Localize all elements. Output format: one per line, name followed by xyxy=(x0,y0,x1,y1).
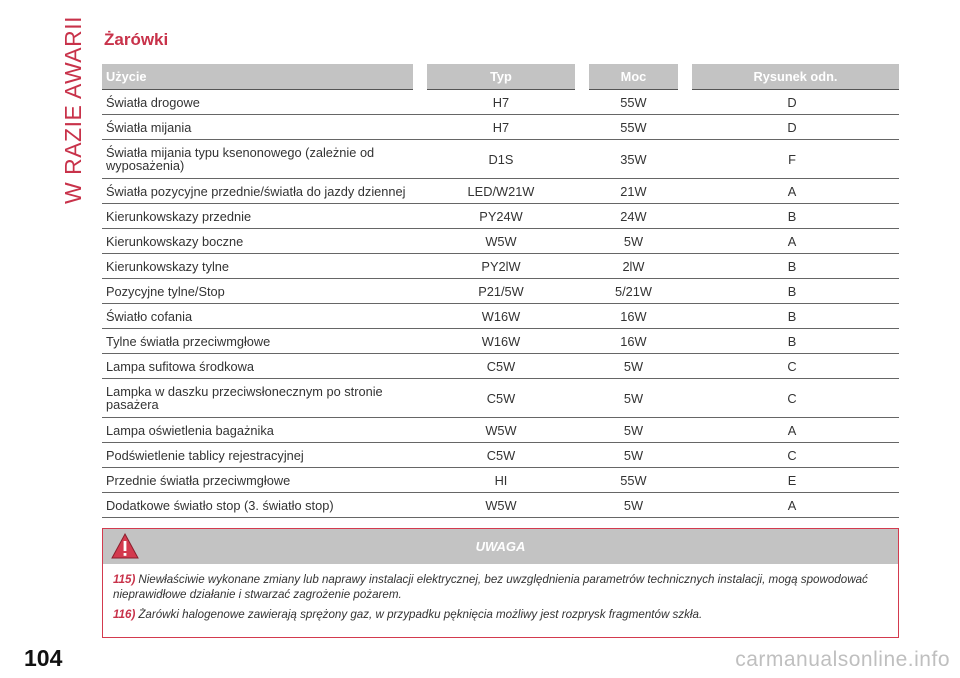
cell-type: H7 xyxy=(420,115,582,140)
table-row xyxy=(102,493,899,518)
cell-usage: Tylne światła przeciwmgłowe xyxy=(102,329,420,354)
table-row xyxy=(102,468,899,493)
cell-figure-ref: A xyxy=(685,418,899,443)
cell-figure-ref: A xyxy=(685,229,899,254)
warning-header xyxy=(103,529,898,564)
cell-usage: Lampa oświetlenia bagażnika xyxy=(102,418,420,443)
cell-figure-ref: B xyxy=(685,254,899,279)
cell-usage: Pozycyjne tylne/Stop xyxy=(102,279,420,304)
cell-usage: Światła drogowe xyxy=(102,90,420,115)
cell-power: 24W xyxy=(582,204,685,229)
bulbs-table xyxy=(102,64,899,518)
cell-type: W16W xyxy=(420,329,582,354)
warning-box xyxy=(102,528,899,638)
warning-note xyxy=(113,572,888,602)
table-header-row xyxy=(102,64,899,90)
column-header-power: Moc xyxy=(582,64,685,90)
cell-figure-ref: E xyxy=(685,468,899,493)
cell-usage: Lampka w daszku przeciwsłonecznym po stronie pasażera xyxy=(102,379,420,418)
warning-note-text: Niewłaściwie wykonane zmiany lub naprawy instalacji elektrycznej, bez uwzględnienia parametrów technicznych instalacji, mogą spowodować nieprawidłowe działanie i stwarzać zagrożenie pożarem. xyxy=(113,573,868,601)
cell-type: PY24W xyxy=(420,204,582,229)
cell-power: 21W xyxy=(582,179,685,204)
cell-type: W16W xyxy=(420,304,582,329)
table-row xyxy=(102,140,899,179)
cell-type: C5W xyxy=(420,379,582,418)
cell-power: 5W xyxy=(582,418,685,443)
column-header-figure-ref: Rysunek odn. xyxy=(685,64,899,90)
cell-power: 5W xyxy=(582,379,685,418)
page-number: 104 xyxy=(24,645,63,671)
cell-power: 55W xyxy=(582,90,685,115)
column-header-type: Typ xyxy=(420,64,582,90)
cell-type: P21/5W xyxy=(420,279,582,304)
cell-power: 5/21W xyxy=(582,279,685,304)
cell-power: 16W xyxy=(582,304,685,329)
cell-type: HI xyxy=(420,468,582,493)
warning-note-number: 116) xyxy=(113,608,136,621)
warning-title: UWAGA xyxy=(475,539,526,554)
table-row xyxy=(102,115,899,140)
cell-figure-ref: A xyxy=(685,179,899,204)
cell-figure-ref: B xyxy=(685,279,899,304)
cell-power: 5W xyxy=(582,354,685,379)
cell-usage: Podświetlenie tablicy rejestracyjnej xyxy=(102,443,420,468)
cell-figure-ref: D xyxy=(685,115,899,140)
table-row xyxy=(102,304,899,329)
page-heading: Żarówki xyxy=(104,30,169,49)
cell-power: 55W xyxy=(582,468,685,493)
cell-figure-ref: B xyxy=(685,329,899,354)
cell-figure-ref: A xyxy=(685,493,899,518)
cell-power: 5W xyxy=(582,493,685,518)
cell-type: LED/W21W xyxy=(420,179,582,204)
cell-figure-ref: C xyxy=(685,443,899,468)
cell-usage: Światła mijania typu ksenonowego (zależnie od wyposażenia) xyxy=(102,140,420,179)
cell-usage: Światła mijania xyxy=(102,115,420,140)
cell-power: 55W xyxy=(582,115,685,140)
cell-type: W5W xyxy=(420,493,582,518)
warning-note xyxy=(113,607,888,622)
warning-note-text: Żarówki halogenowe zawierają sprężony gaz, w przypadku pęknięcia możliwy jest rozprysk fragmentów szkła. xyxy=(138,608,703,621)
cell-type: H7 xyxy=(420,90,582,115)
cell-figure-ref: D xyxy=(685,90,899,115)
cell-usage: Lampa sufitowa środkowa xyxy=(102,354,420,379)
cell-figure-ref: C xyxy=(685,379,899,418)
table-row xyxy=(102,254,899,279)
table-row xyxy=(102,329,899,354)
cell-type: PY2lW xyxy=(420,254,582,279)
cell-usage: Kierunkowskazy przednie xyxy=(102,204,420,229)
table-row xyxy=(102,354,899,379)
table-row xyxy=(102,204,899,229)
watermark: carmanualsonline.info xyxy=(735,648,950,671)
cell-usage: Kierunkowskazy boczne xyxy=(102,229,420,254)
cell-usage: Kierunkowskazy tylne xyxy=(102,254,420,279)
section-side-title-text: W RAZIE AWARII xyxy=(60,15,86,204)
table-row xyxy=(102,279,899,304)
cell-type: C5W xyxy=(420,443,582,468)
column-header-usage: Użycie xyxy=(102,64,420,90)
cell-power: 2lW xyxy=(582,254,685,279)
table-body xyxy=(102,90,899,518)
cell-figure-ref: B xyxy=(685,204,899,229)
cell-usage: Światła pozycyjne przednie/światła do jazdy dziennej xyxy=(102,179,420,204)
table-row xyxy=(102,418,899,443)
table-row xyxy=(102,179,899,204)
cell-power: 16W xyxy=(582,329,685,354)
warning-notes xyxy=(103,564,898,622)
warning-note-number: 115) xyxy=(113,573,136,586)
cell-usage: Światło cofania xyxy=(102,304,420,329)
table-row xyxy=(102,229,899,254)
cell-power: 5W xyxy=(582,229,685,254)
cell-type: D1S xyxy=(420,140,582,179)
table-row xyxy=(102,443,899,468)
cell-power: 35W xyxy=(582,140,685,179)
cell-type: W5W xyxy=(420,229,582,254)
cell-usage: Dodatkowe światło stop (3. światło stop) xyxy=(102,493,420,518)
cell-figure-ref: C xyxy=(685,354,899,379)
cell-type: C5W xyxy=(420,354,582,379)
cell-usage: Przednie światła przeciwmgłowe xyxy=(102,468,420,493)
cell-figure-ref: F xyxy=(685,140,899,179)
table-row xyxy=(102,90,899,115)
cell-type: W5W xyxy=(420,418,582,443)
cell-figure-ref: B xyxy=(685,304,899,329)
table-row xyxy=(102,379,899,418)
cell-power: 5W xyxy=(582,443,685,468)
